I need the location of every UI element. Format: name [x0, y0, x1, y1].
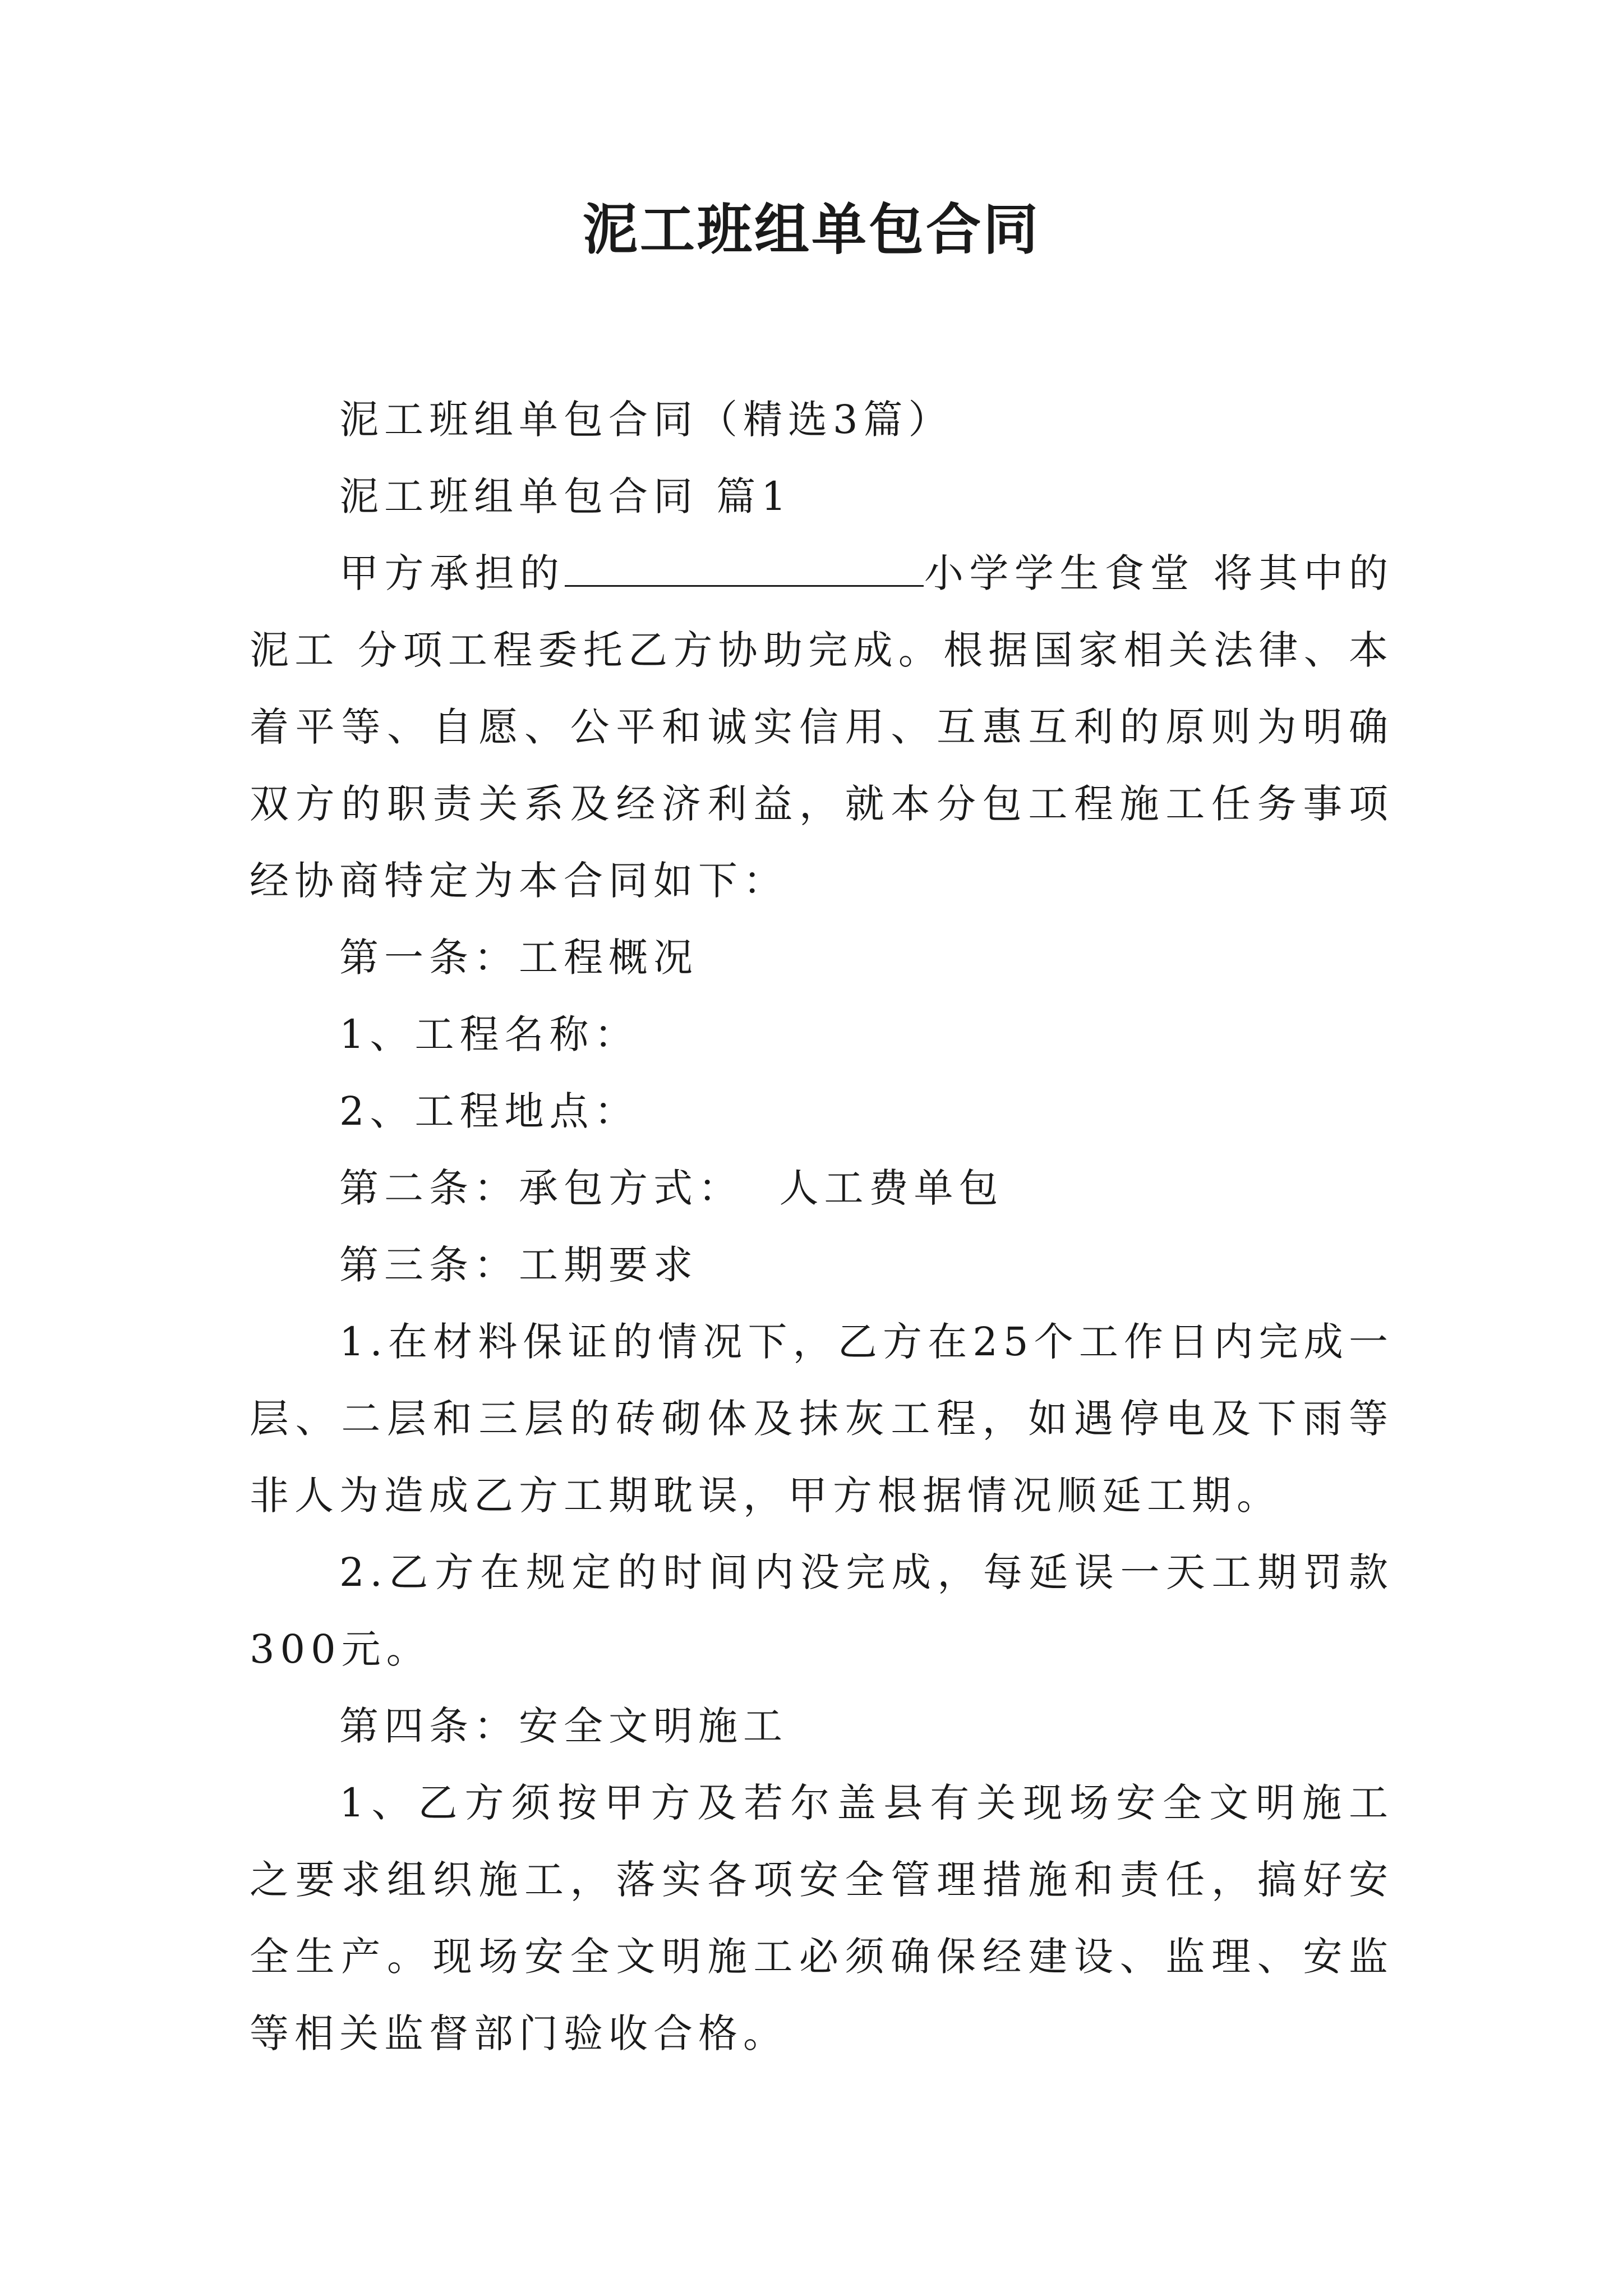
document-title: 泥工班组单包合同	[582, 197, 1040, 262]
article1-heading: 第一条：工程概况	[339, 935, 698, 981]
article1-item1: 1、工程名称：	[339, 1011, 639, 1057]
article3-item1: 1.在材料保证的情况下，乙方在25个工作日内完成一层、二层和三层的砖砌体及抹灰工程，如遇停电及下雨等非人为造成乙方工期耽误，甲方根据情况顺延工期。	[250, 1319, 1394, 1519]
fill-in-blank	[565, 551, 924, 587]
article1-item2: 2、工程地点：	[339, 1088, 639, 1134]
article4-item1: 1、乙方须按甲方及若尔盖县有关现场安全文明施工之要求组织施工，落实各项安全管理措施和责任，搞好安全生产。现场安全文明施工必须确保经建设、监理、安监等相关监督部门验收合格。	[250, 1780, 1394, 2056]
article4-heading: 第四条：安全文明施工	[339, 1703, 788, 1749]
intro-after-blank: 小学学生食堂 将其中的泥工 分项工程委托乙方协助完成。根据国家相关法律、本着平等、自愿、公平和诚实信用、互惠互利的原则为明确双方的职责关系及经济利益，就本分包工程施工任务事项经协商特定为本合同如下：	[250, 550, 1394, 904]
intro-before-blank: 甲方承担的	[339, 550, 565, 596]
intro-paragraph	[250, 535, 1394, 919]
document-subtitle: 泥工班组单包合同（精选3篇）	[339, 397, 953, 443]
article3-heading: 第三条：工期要求	[339, 1242, 698, 1288]
document-body	[250, 381, 1394, 2072]
article2-heading: 第二条：承包方式： 人工费单包	[339, 1165, 1004, 1211]
section-heading: 泥工班组单包合同 篇1	[339, 473, 792, 519]
article3-item2: 2.乙方在规定的时间内没完成，每延误一天工期罚款300元。	[250, 1549, 1394, 1672]
